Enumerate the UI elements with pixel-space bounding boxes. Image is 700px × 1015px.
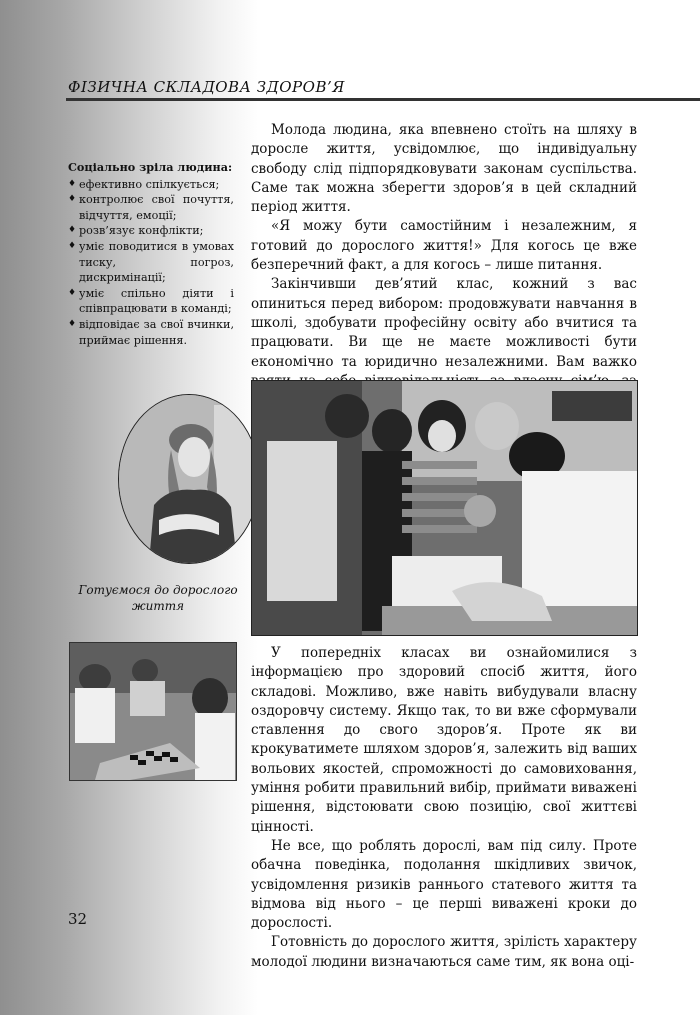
sidebar-list-item: ♦ уміє спільно діяти і співпрацювати в команді;: [68, 286, 234, 317]
sidebar-list: [68, 177, 234, 349]
paragraph: «Я можу бути самостійним і незалежним, я готовий до дорослого життя!» Для когось це вже безперечний факт, а для когось – лише питання.: [251, 218, 637, 274]
girl-portrait-photo: [118, 394, 260, 564]
chess-players-photo: [69, 642, 237, 781]
sidebar-list-item: ♦ відповідає за свої вчинки, приймає рішення.: [68, 317, 234, 348]
paragraph: Готовність до дорослого життя, зрілість характеру молодої людини визначаються саме тим, як вона оці-: [251, 934, 637, 970]
page-number: 32: [68, 910, 88, 928]
sidebar-list-item: ♦ розв’язує конфлікти;: [68, 223, 234, 239]
sidebar-list-item: ♦ уміє поводитися в умовах тиску, погроз, дискримінації;: [68, 239, 234, 286]
sidebar-note: [68, 160, 234, 348]
header-divider: [66, 98, 700, 101]
photo-caption: Готуємося до дорослого життя: [78, 583, 238, 613]
sidebar-list-item: ♦ ефективно спілкується;: [68, 177, 234, 193]
sidebar-list-item: ♦ контролює свої почуття, відчуття, емоції;: [68, 192, 234, 223]
text-column-bottom: [251, 644, 637, 972]
paragraph: Молода людина, яка впевнено стоїть на шляху в доросле життя, усвідомлює, що індивідуальну свободу слід підпорядковувати законам суспільства. Саме так можна зберегти здоров’я в цей складний період життя.: [251, 122, 637, 216]
paragraph: У попередніх класах ви ознайомилися з інформацією про здоровий спосіб життя, його складові. Можливо, вже навіть вибудували власну оздоровчу систему. Якщо так, то ви вже сформували ставлення до свого здоров’я. Проте як ви крокуватимете шляхом здоров’я, залежить від ваших вольових якостей, спроможності до самовиховання, уміння робити правильний вибір, приймати виважені рішення, відстоювати свою позицію, свої життєві цінності.: [251, 645, 637, 835]
paragraph: Закінчивши дев’ятий клас, кожний з вас опиниться перед вибором: продовжувати навчання в школі, здобувати професійну освіту або вчитися та працювати. Ви ще не маєте можливості бути економічно та юридично незалежними. Вам важко: [251, 276, 637, 370]
chapter-title: ФІЗИЧНА СКЛАДОВА ЗДОРОВ’Я: [68, 78, 345, 96]
sidebar-heading: Соціально зріла людина:: [68, 160, 233, 174]
paragraph: Не все, що роблять дорослі, вам під силу. Проте обачна поведінка, подолання шкідливих звичок, усвідомлення ризиків раннього статевого життя та відмова від нього – це перші виважені кроки до дорослості.: [251, 837, 637, 932]
sewing-class-photo: [251, 380, 638, 636]
